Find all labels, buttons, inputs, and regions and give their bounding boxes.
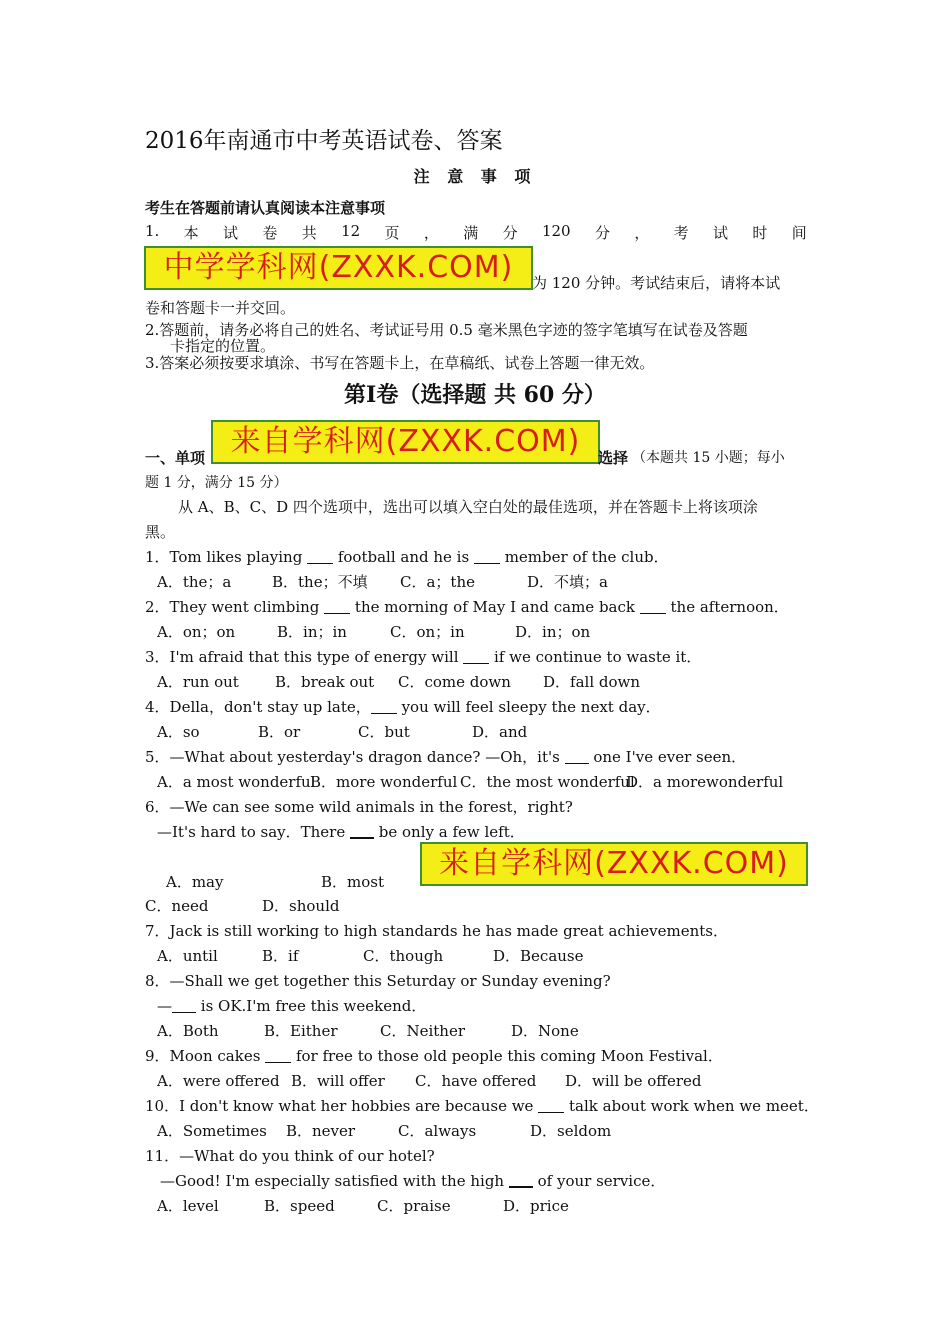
notice-subheading: 考生在答题前请认真阅读本注意事项: [145, 199, 386, 217]
notice-word: 共: [301, 224, 317, 242]
question-5-options: [0, 771, 950, 791]
question-11: 11．—What do you think of our hotel?: [145, 1147, 435, 1165]
notice-word: 卷: [262, 224, 278, 242]
question-7: 7．Jack is still working to high standards he has made great achievements．: [145, 922, 728, 940]
option-b: B．more wonderful: [310, 773, 458, 791]
option-a: A．may: [166, 873, 224, 891]
notice-word: 试: [223, 224, 239, 242]
option-c: C．have offered: [415, 1072, 537, 1090]
notice-word: 分: [502, 224, 518, 242]
part-heading-suffix: 选择: [598, 449, 629, 467]
answer-blank: [350, 823, 374, 839]
question-6-options-row1: [0, 871, 950, 891]
question-9: 9．Moon cakes for free to those old people this coming Moon Festival．: [145, 1047, 723, 1065]
option-a: A．Both: [157, 1022, 219, 1040]
answer-blank: [172, 998, 196, 1013]
option-b: B．the；不填: [272, 573, 368, 591]
option-c: C．a；the: [400, 573, 475, 591]
option-b: B．Either: [264, 1022, 338, 1040]
option-b: B．in；in: [277, 623, 347, 641]
notice-item-2: 2.答题前，请务必将自己的姓名、考试证号用 0.5 毫米黑色字迹的签字笔填写在试卷及答题: [145, 321, 748, 339]
part-instruction: 从 A、B、C、D 四个选项中，选出可以填入空白处的最佳选项，并在答题卡上将该项涂: [178, 498, 758, 516]
option-b: B．or: [258, 723, 301, 741]
notice-word: 满: [463, 224, 479, 242]
option-a: A．level: [157, 1197, 219, 1215]
question-7-options: [0, 945, 950, 965]
option-a: A．run out: [157, 673, 239, 691]
answer-blank: [463, 649, 489, 664]
option-d: D．in；on: [515, 623, 591, 641]
answer-blank: [640, 599, 666, 614]
option-b: B．speed: [264, 1197, 335, 1215]
option-c: C．come down: [398, 673, 511, 691]
notice-word: ，: [423, 224, 439, 242]
notice-item-1-end: 卷和答题卡一并交回。: [145, 299, 296, 317]
option-c: C．though: [363, 947, 444, 965]
option-d: D．Because: [493, 947, 584, 965]
notice-word: 页: [384, 224, 400, 242]
option-a: A．until: [157, 947, 218, 965]
option-d: D．should: [262, 897, 340, 915]
answer-blank: [324, 599, 350, 614]
answer-blank: [565, 749, 589, 764]
option-a: A．on；on: [157, 623, 236, 641]
option-a: A．Sometimes: [157, 1122, 267, 1140]
question-3-options: [0, 671, 950, 691]
question-8-response: — is OK.I'm free this weekend．: [157, 997, 427, 1015]
question-2-options: [0, 621, 950, 641]
option-a: A．the；a: [157, 573, 232, 591]
question-4: 4．Della，don't stay up late， you will feel sleepy the next day．: [145, 698, 661, 716]
document-title: 2016年南通市中考英语试卷、答案: [145, 128, 503, 154]
question-5: 5．—What about yesterday's dragon dance? —Oh，it's one I've ever seen．: [145, 748, 747, 766]
question-10-options: [0, 1120, 950, 1140]
watermark-banner: 来自学科网(ZXXK.COM): [420, 842, 808, 886]
question-8-options: [0, 1020, 950, 1040]
option-b: B．never: [286, 1122, 356, 1140]
notice-word: 本: [183, 224, 199, 242]
option-d: D．will be offered: [565, 1072, 702, 1090]
part-heading-note-cont: 题 1 分，满分 15 分）: [145, 475, 288, 491]
question-1: 1．Tom likes playing football and he is member of the club．: [145, 548, 669, 566]
part-heading-note: （本题共 15 小题；每小: [632, 450, 785, 466]
question-11-options: [0, 1195, 950, 1215]
notice-word: 120: [541, 222, 571, 240]
option-c: C．praise: [377, 1197, 451, 1215]
question-3: 3．I'm afraid that this type of energy will if we continue to waste it．: [145, 648, 702, 666]
option-c: C．need: [145, 897, 209, 915]
notice-word: 分: [594, 224, 610, 242]
question-2: 2．They went climbing the morning of May I and came back the afternoon．: [145, 598, 789, 616]
question-8: 8．—Shall we get together this Seturday or Sunday evening?: [145, 972, 611, 990]
option-c: C．Neither: [380, 1022, 466, 1040]
notice-word: 12: [341, 222, 361, 240]
option-d: D．and: [472, 723, 528, 741]
notice-item-2-cont: 卡指定的位置。: [170, 337, 276, 355]
question-6: 6．—We can see some wild animals in the forest，right?: [145, 798, 573, 816]
section-title: 第Ⅰ卷（选择题 共 60 分）: [344, 382, 606, 408]
option-b: B．break out: [275, 673, 375, 691]
answer-blank: [307, 549, 333, 564]
option-b: B．if: [262, 947, 299, 965]
option-b: B．will offer: [291, 1072, 385, 1090]
watermark-banner: 中学学科网(ZXXK.COM): [144, 246, 533, 290]
notice-word: 时: [752, 224, 768, 242]
option-c: C．on；in: [390, 623, 465, 641]
option-a: A．a most wonderful: [157, 773, 316, 791]
option-c: C．but: [358, 723, 410, 741]
option-b: B．most: [321, 873, 385, 891]
answer-blank: [509, 1172, 533, 1188]
option-a: A．were offered: [157, 1072, 280, 1090]
question-6-options-row2: [0, 895, 950, 915]
option-d: D．None: [511, 1022, 579, 1040]
option-c: C．always: [398, 1122, 477, 1140]
question-1-options: [0, 571, 950, 591]
notice-word: ，: [634, 224, 650, 242]
answer-blank: [474, 549, 500, 564]
notice-word: 试: [713, 224, 729, 242]
option-a: A．so: [157, 723, 200, 741]
part-instruction-cont: 黑。: [145, 523, 176, 541]
watermark-banner: 来自学科网(ZXXK.COM): [211, 420, 600, 464]
notice-word: 间: [791, 224, 807, 242]
answer-blank: [265, 1048, 291, 1063]
option-d: D．a morewonderful: [626, 773, 784, 791]
question-4-options: [0, 721, 950, 741]
notice-heading: 注 意 事 项: [413, 167, 537, 186]
question-9-options: [0, 1070, 950, 1090]
option-d: D．price: [503, 1197, 569, 1215]
notice-item-1-cont: 为 120 分钟。考试结束后，请将本试: [532, 274, 781, 292]
answer-blank: [371, 699, 397, 714]
question-6-response: —It's hard to say．There be only a few left．: [157, 823, 525, 841]
answer-blank: [538, 1098, 564, 1113]
option-d: D．不填；a: [527, 573, 608, 591]
option-d: D．seldom: [530, 1122, 612, 1140]
question-11-response: —Good! I'm especially satisfied with the high of your service．: [160, 1172, 666, 1190]
notice-word: 1.: [145, 222, 160, 240]
notice-item-3: 3.答案必须按要求填涂、书写在答题卡上，在草稿纸、试卷上答题一律无效。: [145, 354, 655, 372]
notice-word: 考: [673, 224, 689, 242]
part-heading-prefix: 一、单项: [145, 449, 206, 467]
notice-item-1-line: [145, 222, 807, 243]
option-c: C．the most wonderful: [460, 773, 635, 791]
question-10: 10．I don't know what her hobbies are because we talk about work when we meet．: [145, 1097, 819, 1115]
option-d: D．fall down: [543, 673, 641, 691]
